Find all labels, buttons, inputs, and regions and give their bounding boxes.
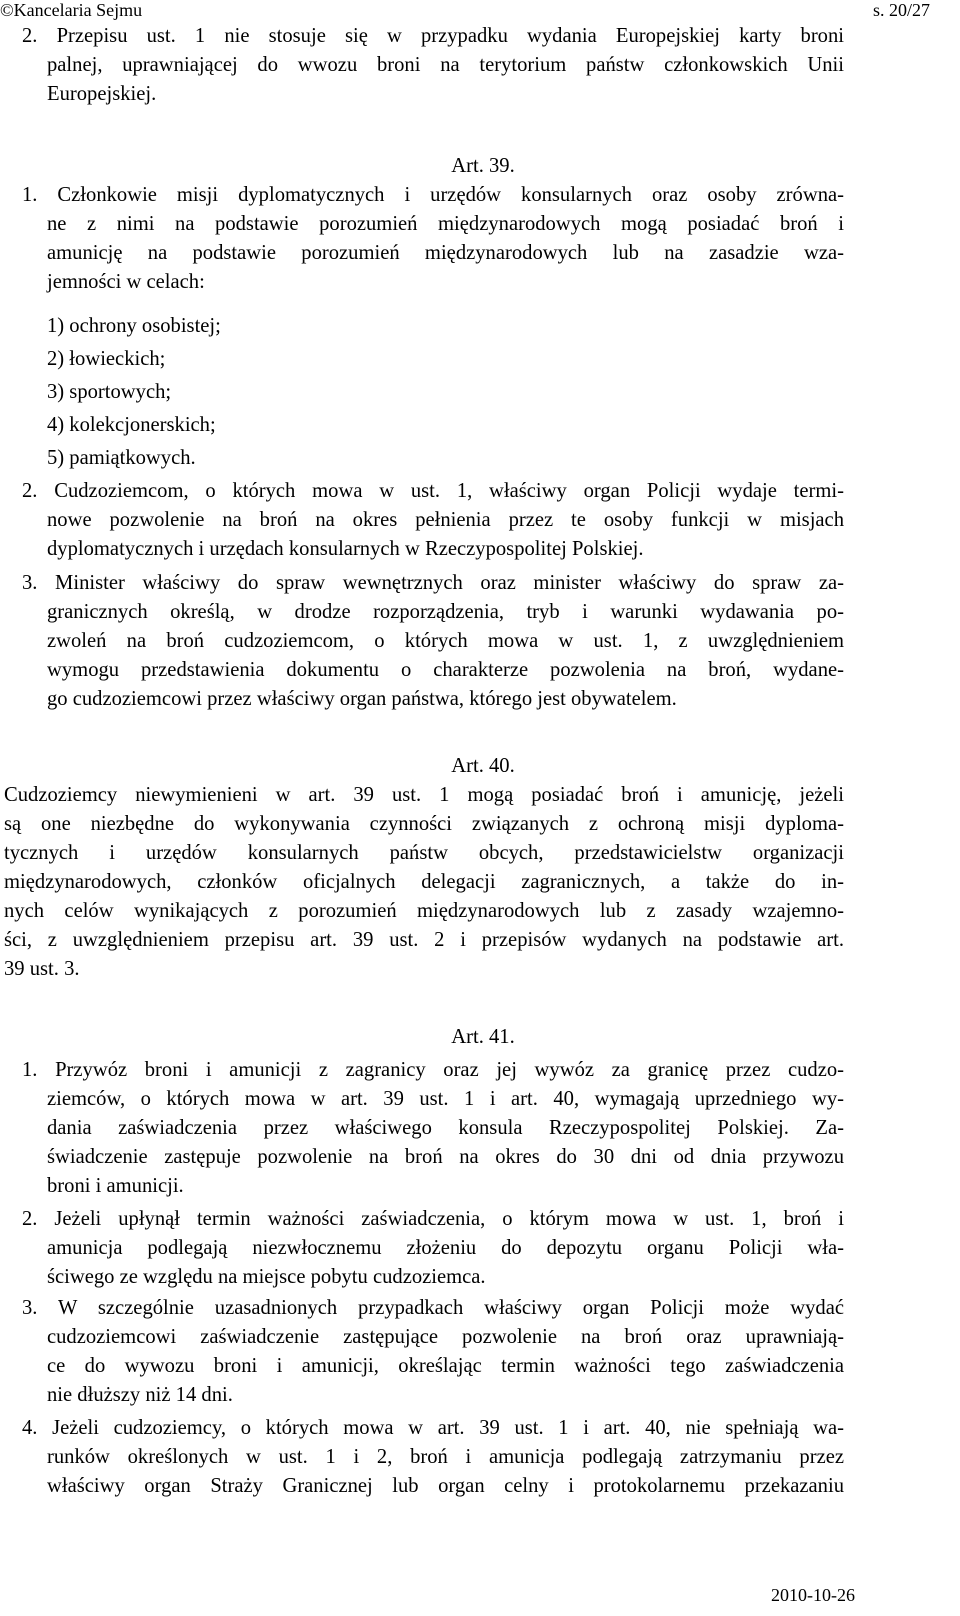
text-line: 2. Przepisu ust. 1 nie stosuje się w przypadku wydania Europejskiej karty broni <box>22 25 844 47</box>
text-line: cudzoziemcowi zaświadczenie zastępujące pozwolenie na broń oraz uprawniają- <box>47 1326 844 1348</box>
text-line: nowe pozwolenie na broń na okres pełnienia przez te osoby funkcji w misjach <box>47 509 844 531</box>
header-page-number: s. 20/27 <box>873 0 931 20</box>
list-item: 1) ochrony osobistej; <box>47 315 221 337</box>
text-line: amunicja podlegają niezwłocznemu złożeniu do depozytu organu Policji wła- <box>47 1237 844 1259</box>
article-heading-41: Art. 41. <box>451 1026 515 1048</box>
article-heading-40: Art. 40. <box>451 755 515 777</box>
paragraph-art41-ust3 <box>22 1294 844 1410</box>
text-line: 3. Minister właściwy do spraw wewnętrznych oraz minister właściwy do spraw za- <box>22 572 844 594</box>
text-line: 1. Przywóz broni i amunicji z zagranicy oraz jej wywóz za granicę przez cudzo- <box>22 1059 844 1081</box>
text-line: amunicję na podstawie porozumień międzynarodowych lub na zasadzie wza- <box>47 242 844 264</box>
text-line: ści, z uwzględnieniem przepisu art. 39 ust. 2 i przepisów wydanych na podstawie art. <box>4 929 844 951</box>
text-line: jemności w celach: <box>47 271 205 293</box>
text-line: ce do wywozu broni i amunicji, określając termin ważności tego zaświadczenia <box>47 1355 844 1377</box>
paragraph-art40 <box>4 781 844 984</box>
text-line: ściwego ze względu na miejsce pobytu cudzoziemca. <box>47 1266 486 1288</box>
paragraph-art41-ust2 <box>22 1205 844 1292</box>
paragraph-art38-ust2 <box>22 22 844 109</box>
text-line: 39 ust. 3. <box>4 958 80 980</box>
text-line: dania zaświadczenia przez właściwego konsula Rzeczypospolitej Polskiej. Za- <box>47 1117 844 1139</box>
text-line: nych celów wynikających z porozumień międzynarodowych lub z zasady wzajemno- <box>4 900 844 922</box>
article-heading-39: Art. 39. <box>451 155 515 177</box>
paragraph-art39-ust2 <box>22 477 844 564</box>
paragraph-art39-ust3 <box>22 569 844 714</box>
text-line: 2. Cudzoziemcom, o których mowa w ust. 1, właściwy organ Policji wydaje termi- <box>22 480 844 502</box>
text-line: zwoleń na broń cudzoziemcom, o których mowa w ust. 1, z uwzględnieniem <box>47 630 844 652</box>
text-line: palnej, uprawniającej do wwozu broni na terytorium państw członkowskich Unii <box>47 54 844 76</box>
list-item: 2) łowieckich; <box>47 348 166 370</box>
text-line: ziemców, o których mowa w art. 39 ust. 1 i art. 40, wymagają uprzedniego wy- <box>47 1088 844 1110</box>
header-copyright: ©Kancelaria Sejmu <box>0 0 143 20</box>
text-line: międzynarodowych, członków oficjalnych delegacji zagranicznych, a także do in- <box>4 871 844 893</box>
text-line: Europejskiej. <box>47 83 157 105</box>
text-line: granicznych określą, w drodze rozporządzenia, tryb i warunki wydawania po- <box>47 601 844 623</box>
list-item: 5) pamiątkowych. <box>47 447 196 469</box>
text-line: Cudzoziemcy niewymienieni w art. 39 ust. 1 mogą posiadać broń i amunicję, jeżeli <box>4 784 844 806</box>
text-line: właściwy organ Straży Granicznej lub organ celny i protokolarnemu przekazaniu <box>47 1475 844 1497</box>
footer-date: 2010-10-26 <box>771 1585 855 1605</box>
text-line: 4. Jeżeli cudzoziemcy, o których mowa w art. 39 ust. 1 i art. 40, nie spełniają wa- <box>22 1417 844 1439</box>
list-item: 4) kolekcjonerskich; <box>47 414 216 436</box>
text-line: 3. W szczególnie uzasadnionych przypadkach właściwy organ Policji może wydać <box>22 1297 844 1319</box>
text-line: 1. Członkowie misji dyplomatycznych i urzędów konsularnych oraz osoby zrówna- <box>22 184 844 206</box>
text-line: runków określonych w ust. 1 i 2, broń i amunicja podlegają zatrzymaniu przez <box>47 1446 844 1468</box>
text-line: dyplomatycznych i urzędach konsularnych w Rzeczypospolitej Polskiej. <box>47 538 644 560</box>
list-purposes <box>47 310 647 475</box>
text-line: świadczenie zastępuje pozwolenie na broń na okres do 30 dni od dnia przywozu <box>47 1146 844 1168</box>
text-line: nie dłuższy niż 14 dni. <box>47 1384 233 1406</box>
list-item: 3) sportowych; <box>47 381 172 403</box>
text-line: go cudzoziemcowi przez właściwy organ państwa, którego jest obywatelem. <box>47 688 677 710</box>
text-line: ne z nimi na podstawie porozumień międzynarodowych mogą posiadać broń i <box>47 213 844 235</box>
text-line: są one niezbędne do wykonywania czynności związanych z ochroną misji dyploma- <box>4 813 844 835</box>
text-line: 2. Jeżeli upłynął termin ważności zaświadczenia, o którym mowa w ust. 1, broń i <box>22 1208 844 1230</box>
text-line: broni i amunicji. <box>47 1175 184 1197</box>
paragraph-art41-ust4 <box>22 1414 844 1501</box>
text-line: tycznych i urzędów konsularnych państw obcych, przedstawicielstw organizacji <box>4 842 844 864</box>
text-line: wymogu przedstawienia dokumentu o charakterze pozwolenia na broń, wydane- <box>47 659 844 681</box>
paragraph-art39-ust1 <box>22 181 844 297</box>
paragraph-art41-ust1 <box>22 1056 844 1201</box>
